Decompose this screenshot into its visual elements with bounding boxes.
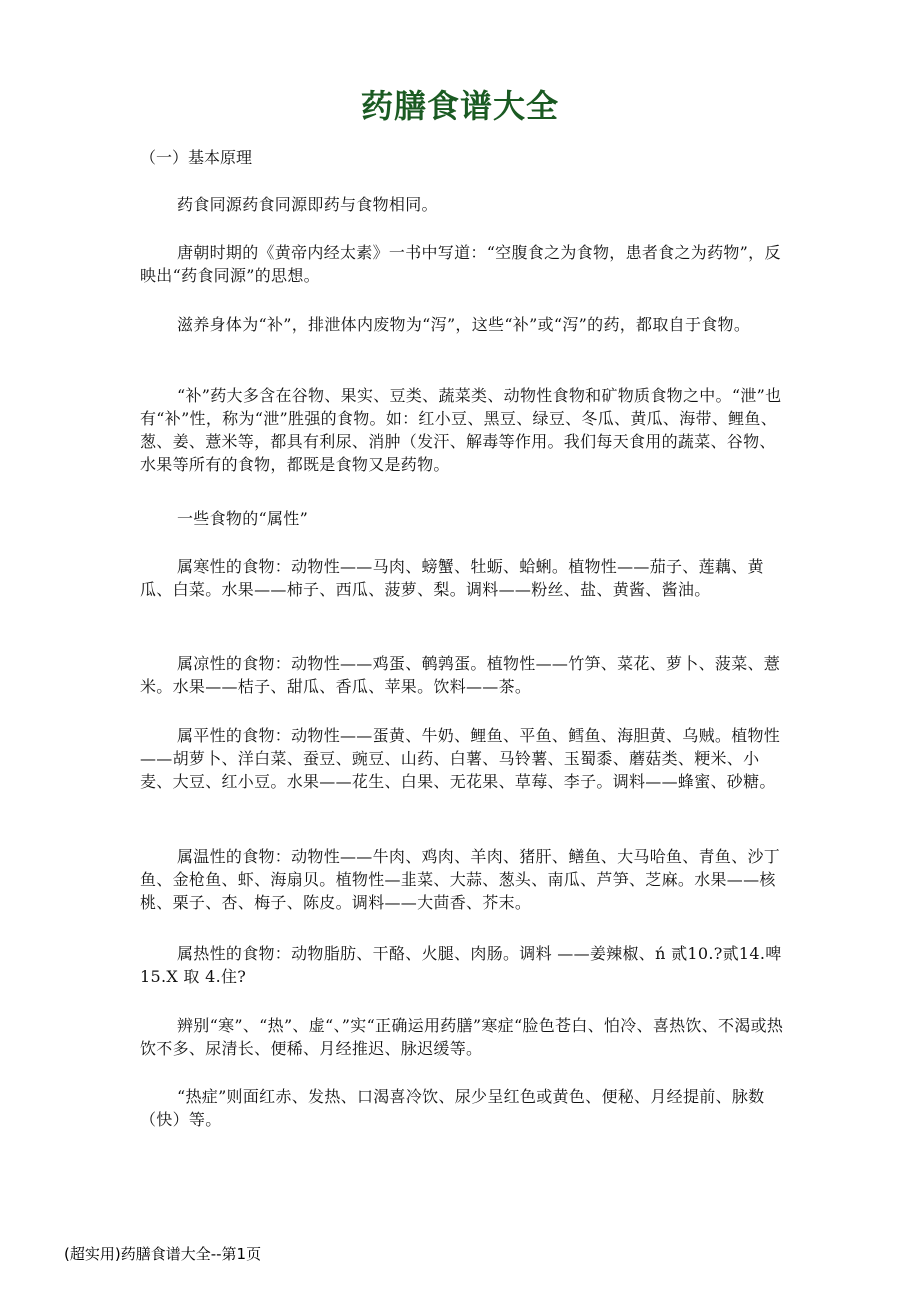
- section-heading: （一）基本原理: [140, 148, 253, 167]
- paragraph-cool-foods: 属凉性的食物：动物性——鸡蛋、鹌鹑蛋。植物性——竹笋、菜花、萝卜、菠菜、薏米。水果——桔子、甜瓜、香瓜、苹果。饮料——茶。: [140, 654, 781, 696]
- paragraph-cold-hot-syndrome: 辨别“寒”、“热”、虚“、”实“正确运用药膳”寒症“脸色苍白、怕冷、喜热饮、不渴或热饮不多、尿清长、便稀、月经推迟、脉迟缓等。: [140, 1016, 784, 1058]
- paragraph-2: 唐朝时期的《黄帝内经太素》一书中写道：“空腹食之为食物，患者食之为药物”，反映出“药食同源”的思想。: [140, 243, 781, 285]
- paragraph-1: 药食同源药食同源即药与食物相同。: [177, 195, 438, 214]
- paragraph-5: 一些食物的“属性”: [177, 509, 309, 528]
- page-title: 药膳食谱大全: [360, 87, 559, 125]
- paragraph-4: “补”药大多含在谷物、果实、豆类、蔬菜类、动物性食物和矿物质食物之中。“泄”也有“补”性，称为“泄”胜强的食物。如：红小豆、黑豆、绿豆、冬瓜、黄瓜、海带、鲤鱼、葱、姜、薏米等，都具有利尿、消肿（发汗、解毒等作用。我们每天食用的蔬菜、谷物、水果等所有的食物，都既是食物又是药物。: [140, 386, 782, 474]
- paragraph-cold-foods: 属寒性的食物：动物性——马肉、螃蟹、牡蛎、蛤蜊。植物性——茄子、莲藕、黄瓜、白菜。水果——柿子、西瓜、菠萝、梨。调料——粉丝、盐、黄酱、酱油。: [140, 557, 764, 599]
- paragraph-neutral-foods: 属平性的食物：动物性——蛋黄、牛奶、鲤鱼、平鱼、鳕鱼、海胆黄、乌贼。植物性——胡萝卜、洋白菜、蚕豆、豌豆、山药、白薯、马铃薯、玉蜀黍、蘑菇类、粳米、小麦、大豆、红小豆。水果——花生、白果、无花果、草莓、李子。调料——蜂蜜、砂糖。: [140, 726, 781, 791]
- paragraph-hot-foods: 属热性的食物：动物脂肪、干酪、火腿、肉肠。调料 ——姜辣椒、ń 贰10.?贰14.啤15.X 取 4.住?: [140, 944, 782, 986]
- paragraph-warm-foods: 属温性的食物：动物性——牛肉、鸡肉、羊肉、猪肝、鳝鱼、大马哈鱼、青鱼、沙丁鱼、金枪鱼、虾、海扇贝。植物性—韭菜、大蒜、葱头、南瓜、芦笋、芝麻。水果——核桃、栗子、杏、梅子、陈皮。调料——大茴香、芥末。: [140, 847, 781, 912]
- page-footer: (超实用)药膳食谱大全--第1页: [64, 1245, 262, 1263]
- paragraph-hot-syndrome: “热症”则面红赤、发热、口渴喜冷饮、尿少呈红色或黄色、便秘、月经提前、脉数（快）等。: [140, 1087, 765, 1129]
- paragraph-3: 滋养身体为“补”，排泄体内废物为“泻”，这些“补”或“泻”的药，都取自于食物。: [177, 315, 751, 334]
